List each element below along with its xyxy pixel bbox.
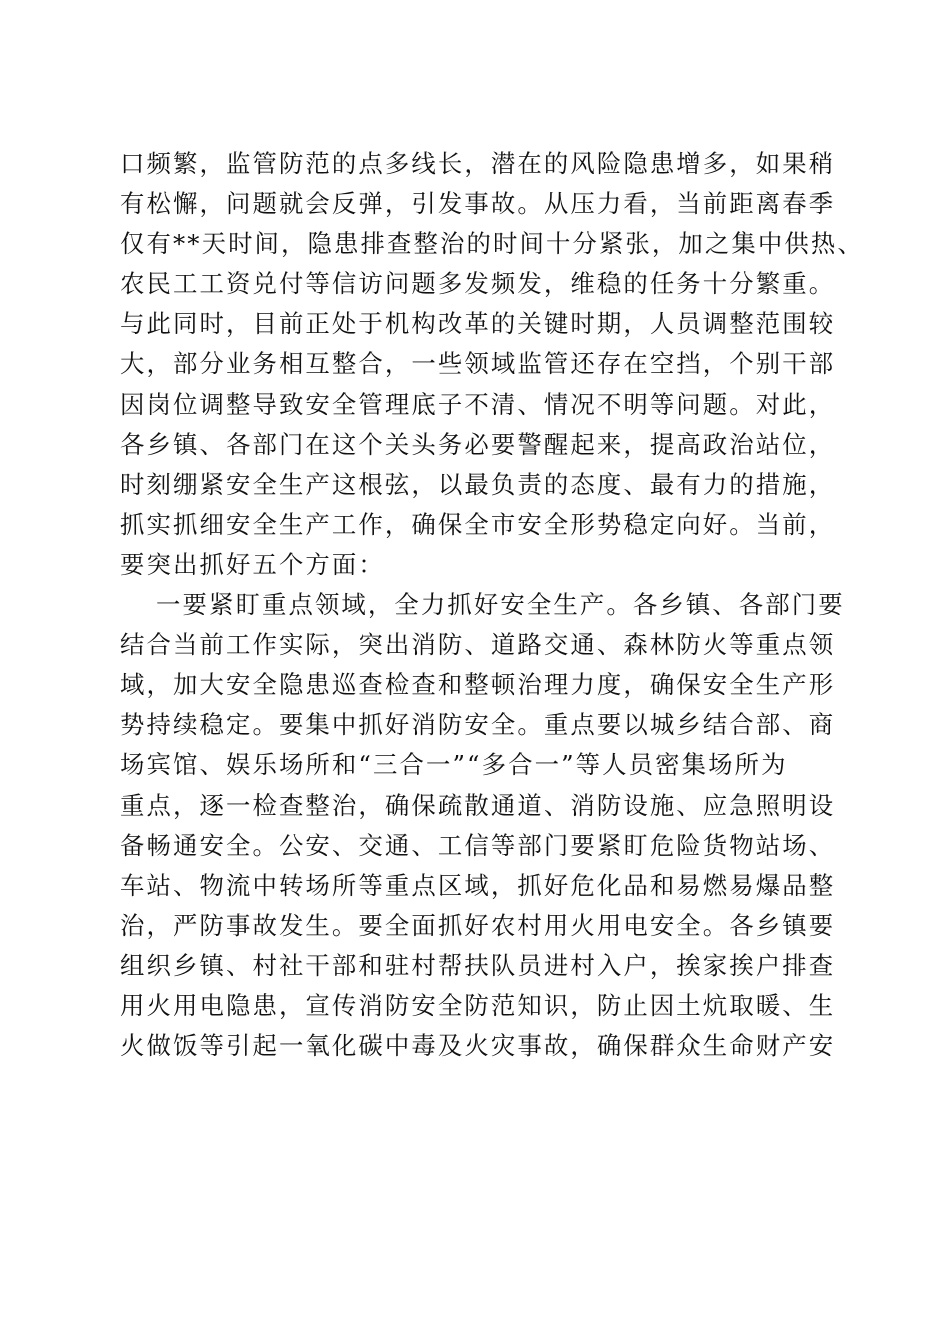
text-line: 火做饭等引起一氧化碳中毒及火灾事故，确保群众生命财产安 (120, 1031, 836, 1061)
text-line: 势持续稳定。要集中抓好消防安全。重点要以城乡结合部、商 (120, 710, 836, 740)
text-line: 场宾馆、娱乐场所和“三合一”“多合一”等人员密集场所为 (120, 750, 788, 780)
text-line: 仅有**天时间，隐患排查整治的时间十分紧张，加之集中供热、 (120, 229, 864, 259)
text-line: 域，加大安全隐患巡查检查和整顿治理力度，确保安全生产形 (120, 670, 836, 700)
text-line: 各乡镇、各部门在这个关头务必要警醒起来，提高政治站位， (120, 429, 836, 459)
text-line: 时刻绷紧安全生产这根弦，以最负责的态度、最有力的措施， (120, 469, 836, 499)
text-line: 口频繁，监管防范的点多线长，潜在的风险隐患增多，如果稍 (120, 149, 836, 178)
text-line: 因岗位调整导致安全管理底子不清、情况不明等问题。对此， (120, 389, 836, 419)
paragraph-first-line: 一要紧盯重点领域，全力抓好安全生产。各乡镇、各部门要 (156, 590, 845, 620)
text-line: 备畅通安全。公安、交通、工信等部门要紧盯危险货物站场、 (120, 830, 836, 860)
text-line: 重点，逐一检查整治，确保疏散通道、消防设施、应急照明设 (120, 790, 836, 820)
text-line: 要突出抓好五个方面： (120, 549, 385, 579)
text-line: 大，部分业务相互整合，一些领域监管还存在空挡，个别干部 (120, 349, 836, 379)
text-line: 有松懈，问题就会反弹，引发事故。从压力看，当前距离春季 (120, 189, 836, 219)
text-line: 车站、物流中转场所等重点区域，抓好危化品和易燃易爆品整 (120, 870, 836, 900)
text-line: 农民工工资兑付等信访问题多发频发，维稳的任务十分繁重。 (120, 269, 836, 299)
text-line: 用火用电隐患，宣传消防安全防范知识，防止因土炕取暖、生 (120, 990, 836, 1020)
text-line: 结合当前工作实际，突出消防、道路交通、森林防火等重点领 (120, 630, 836, 660)
text-line: 抓实抓细安全生产工作，确保全市安全形势稳定向好。当前， (120, 509, 836, 539)
text-line: 治，严防事故发生。要全面抓好农村用火用电安全。各乡镇要 (120, 910, 836, 940)
text-line: 组织乡镇、村社干部和驻村帮扶队员进村入户，挨家挨户排查 (120, 950, 836, 980)
text-line: 与此同时，目前正处于机构改革的关键时期，人员调整范围较 (120, 309, 836, 339)
body-text (120, 144, 864, 1066)
